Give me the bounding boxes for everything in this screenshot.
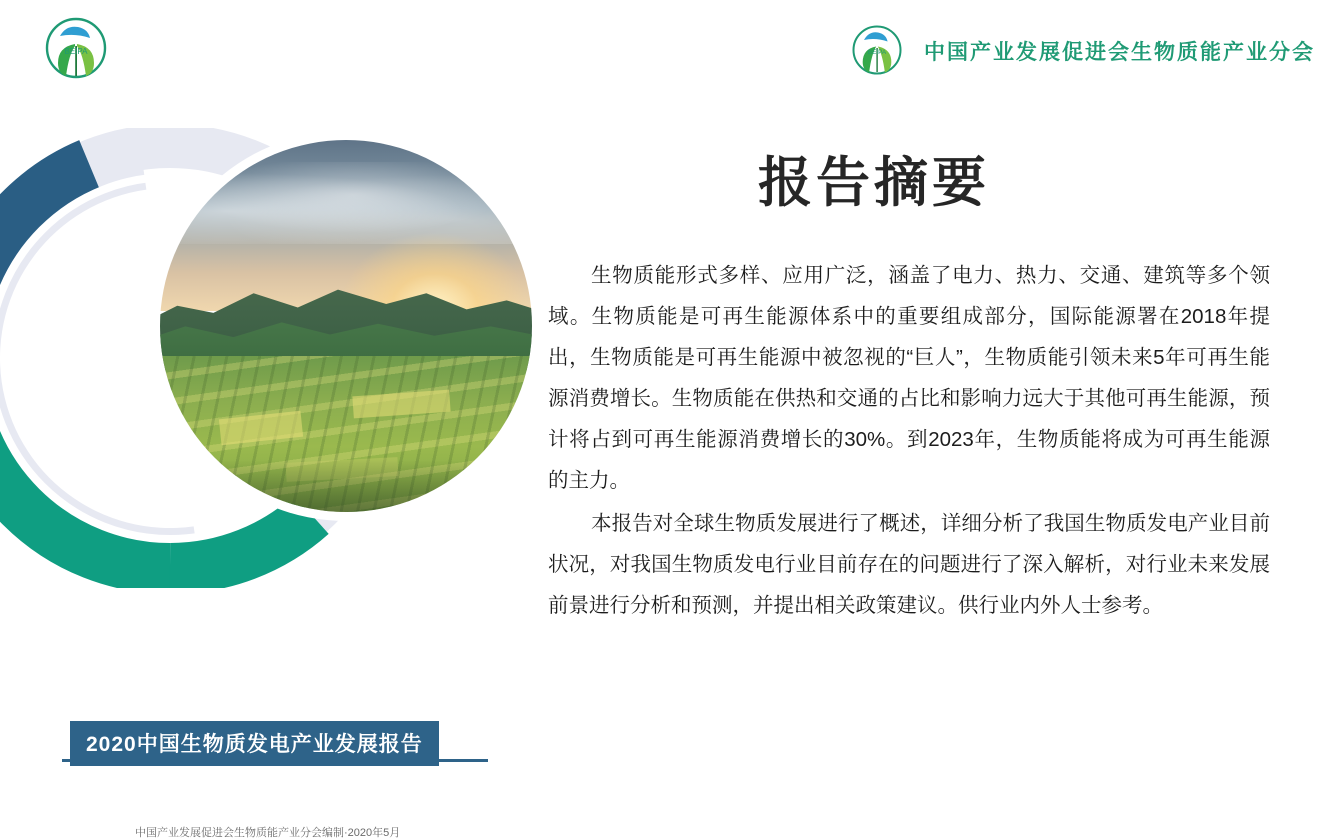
header-org-title: 中国产业发展促进会生物质能产业分会 bbox=[924, 41, 1315, 64]
beipa-logo-text: BEIPA bbox=[64, 47, 88, 56]
page-title: 报告摘要 bbox=[758, 153, 990, 213]
svg-text:BEIPA: BEIPA bbox=[867, 49, 887, 56]
slide-header bbox=[0, 0, 1333, 100]
report-title-badge: 2020中国生物质发电产业发展报告 bbox=[70, 721, 439, 766]
badge-underline bbox=[62, 759, 488, 762]
summary-panel bbox=[548, 140, 1310, 626]
beipa-logo-large bbox=[30, 14, 122, 86]
cover-photo bbox=[160, 140, 532, 512]
summary-paragraph-1: 生物质能形式多样、应用广泛，涵盖了电力、热力、交通、建筑等多个领域。生物质能是可再生能源体系中的重要组成部分，国际能源署在2018年提出，生物质能是可再生能源中被忽视的“巨人”，生物质能引领未来5年可再生能源消费增长。生物质能在供热和交通的占比和影响力远大于其他可再生能源，预计将占到可再生能源消费增长的30%。到2023年，生物质能将成为可再生能源的主力。 bbox=[548, 264, 1270, 492]
beipa-logo-small bbox=[840, 22, 914, 80]
left-visual-panel bbox=[0, 128, 560, 839]
summary-paragraph-2: 本报告对全球生物质发展进行了概述，详细分析了我国生物质发电产业目前状况，对我国生物质发电行业目前存在的问题进行了深入解析，对行业未来发展前景进行分析和预测，并提出相关政策建议。供行业内外人士参考。 bbox=[548, 512, 1270, 617]
header-brand bbox=[840, 22, 1315, 80]
photo-foreground-shadow bbox=[160, 460, 532, 512]
footnote-text: 中国产业发展促进会生物质能产业分会编制·2020年5月 bbox=[135, 827, 401, 839]
